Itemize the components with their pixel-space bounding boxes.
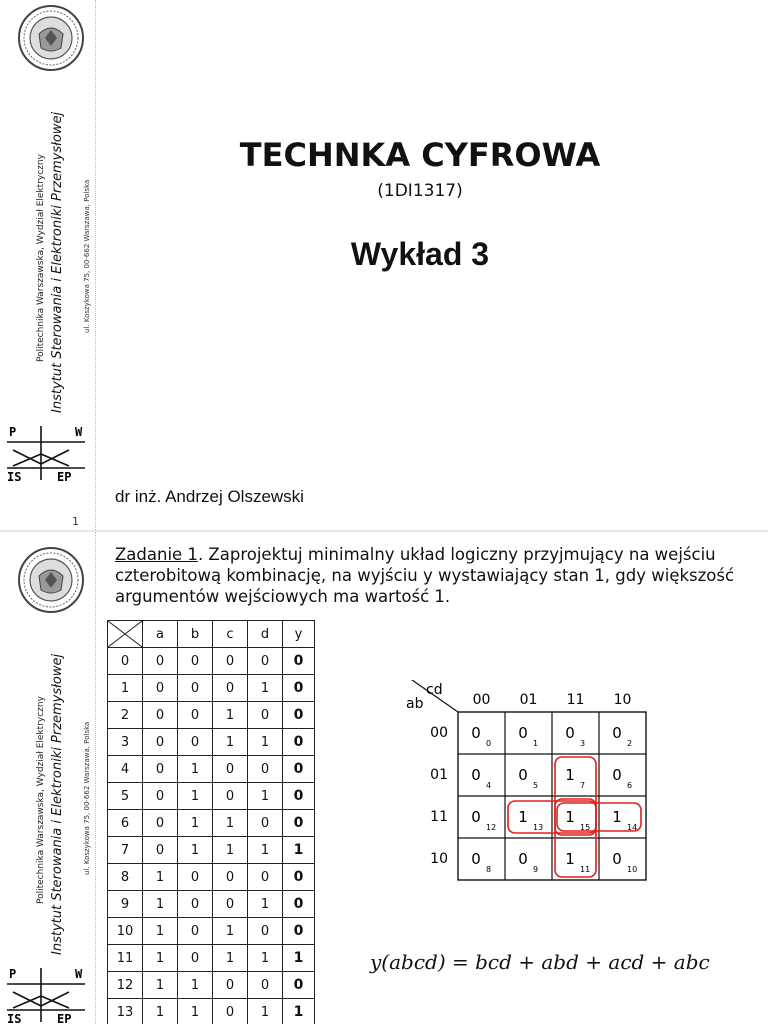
output-y-cell: 0	[283, 783, 315, 810]
input-cell: 0	[248, 702, 283, 729]
logo-letters-ep: EP	[57, 1012, 72, 1024]
kmap-col-variable: cd	[426, 682, 443, 698]
kmap-cell-value: 0	[612, 724, 622, 742]
truth-table-row	[108, 864, 315, 891]
output-y-cell: 0	[283, 891, 315, 918]
task-text: . Zaprojektuj minimalny układ logiczny przyjmujący na wejściu czterobitową kombinację, na wyjściu y wystawiający stan 1, gdy większość argumentów wejściowych ma wartość 1.	[115, 545, 735, 606]
kmap-cell-index: 10	[627, 865, 638, 874]
header-b: b	[178, 621, 213, 648]
university-seal-icon	[17, 546, 85, 614]
input-cell: 0	[248, 648, 283, 675]
truth-table-row	[108, 810, 315, 837]
input-cell: 1	[143, 891, 178, 918]
kmap-cell-value: 0	[565, 724, 575, 742]
sidebar-institute-block	[50, 112, 65, 413]
kmap-cell-value: 1	[612, 808, 622, 826]
minimized-formula: y(abcd) = bcd + abd + acd + abc	[370, 950, 710, 974]
input-cell: 1	[213, 918, 248, 945]
input-cell: 0	[213, 891, 248, 918]
output-y-cell: 0	[283, 648, 315, 675]
output-y-cell: 0	[283, 702, 315, 729]
logo-letter-p: P	[9, 425, 17, 439]
kmap-cell-value: 0	[612, 850, 622, 868]
header-c: c	[213, 621, 248, 648]
input-cell: 1	[143, 945, 178, 972]
karnaugh-map	[400, 680, 690, 900]
row-index-cell: 1	[108, 675, 143, 702]
input-cell: 0	[213, 675, 248, 702]
logo-letters-ep: EP	[57, 470, 72, 482]
input-cell: 0	[213, 864, 248, 891]
output-y-cell: 0	[283, 756, 315, 783]
input-cell: 1	[178, 810, 213, 837]
kmap-cell-value: 0	[518, 766, 528, 784]
row-index-cell: 11	[108, 945, 143, 972]
slide-2	[0, 532, 768, 1024]
input-cell: 0	[213, 783, 248, 810]
kmap-col-label: 11	[566, 692, 585, 708]
input-cell: 0	[178, 891, 213, 918]
kmap-cell-value: 1	[518, 808, 528, 826]
kmap-row-label: 10	[430, 851, 448, 867]
input-cell: 1	[213, 945, 248, 972]
input-cell: 0	[178, 702, 213, 729]
row-index-cell: 12	[108, 972, 143, 999]
input-cell: 0	[143, 702, 178, 729]
row-index-cell: 9	[108, 891, 143, 918]
row-index-cell: 8	[108, 864, 143, 891]
task-label: Zadanie 1	[115, 545, 198, 564]
logo-letter-w: W	[75, 967, 83, 981]
input-cell: 0	[248, 756, 283, 783]
header-y: y	[283, 621, 315, 648]
input-cell: 0	[143, 783, 178, 810]
output-y-cell: 1	[283, 999, 315, 1024]
input-cell: 0	[248, 972, 283, 999]
kmap-cell-value: 0	[518, 724, 528, 742]
sidebar-address-block	[83, 180, 91, 333]
institute-address: ul. Koszykowa 75, 00-662 Warszawa, Polska	[83, 179, 91, 333]
input-cell: 1	[178, 837, 213, 864]
kmap-cell-index: 11	[580, 865, 591, 874]
truth-table-row	[108, 702, 315, 729]
input-cell: 1	[248, 891, 283, 918]
input-cell: 1	[248, 999, 283, 1024]
input-cell: 0	[143, 810, 178, 837]
input-cell: 1	[143, 999, 178, 1024]
truth-table-row	[108, 972, 315, 999]
page-number: 1	[72, 515, 79, 528]
header-d: d	[248, 621, 283, 648]
output-y-cell: 1	[283, 945, 315, 972]
input-cell: 0	[178, 945, 213, 972]
truth-table-row	[108, 945, 315, 972]
input-cell: 1	[248, 783, 283, 810]
truth-table-body	[108, 648, 315, 1024]
kmap-col-label: 10	[613, 692, 632, 708]
output-y-cell: 0	[283, 972, 315, 999]
input-cell: 0	[248, 810, 283, 837]
kmap-cell-index: 9	[533, 865, 539, 874]
row-index-cell: 13	[108, 999, 143, 1024]
input-cell: 1	[248, 837, 283, 864]
row-index-cell: 7	[108, 837, 143, 864]
input-cell: 1	[213, 729, 248, 756]
kmap-row-variable: ab	[406, 696, 424, 712]
truth-table-header-row	[108, 621, 315, 648]
kmap-cell-index: 0	[486, 739, 492, 748]
output-y-cell: 0	[283, 675, 315, 702]
sidebar-institute-block	[50, 654, 65, 955]
kmap-cell-index: 8	[486, 865, 492, 874]
logo-letters-is: IS	[7, 1012, 22, 1024]
pw-isep-logo-icon	[5, 966, 87, 1024]
kmap-cell-index: 1	[533, 739, 539, 748]
kmap-cell-index: 4	[486, 781, 492, 790]
truth-table-row	[108, 891, 315, 918]
input-cell: 0	[143, 648, 178, 675]
input-cell: 1	[143, 918, 178, 945]
institute-name: Instytut Sterowania i Elektroniki Przemysłowej	[50, 111, 65, 413]
kmap-cell-value: 0	[612, 766, 622, 784]
kmap-cell-value: 0	[471, 808, 481, 826]
truth-table-corner	[108, 621, 143, 648]
truth-table-row	[108, 837, 315, 864]
row-index-cell: 3	[108, 729, 143, 756]
task-description	[115, 544, 755, 607]
input-cell: 1	[178, 972, 213, 999]
institute-name: Instytut Sterowania i Elektroniki Przemysłowej	[50, 653, 65, 955]
input-cell: 0	[213, 648, 248, 675]
institute-address: ul. Koszykowa 75, 00-662 Warszawa, Polska	[83, 721, 91, 875]
input-cell: 0	[248, 864, 283, 891]
output-y-cell: 0	[283, 729, 315, 756]
input-cell: 0	[248, 918, 283, 945]
input-cell: 0	[178, 675, 213, 702]
input-cell: 0	[143, 756, 178, 783]
kmap-cell-index: 14	[627, 823, 638, 832]
kmap-cell-index: 5	[533, 781, 539, 790]
sidebar-address-block	[83, 722, 91, 875]
input-cell: 1	[178, 999, 213, 1024]
input-cell: 1	[178, 756, 213, 783]
input-cell: 0	[178, 864, 213, 891]
kmap-cell-index: 13	[533, 823, 544, 832]
kmap-cell-index: 3	[580, 739, 586, 748]
course-code: (1DI1317)	[377, 181, 463, 201]
sidebar-institute-text	[36, 154, 46, 362]
university-name: Politechnika Warszawska, Wydział Elektryczny	[36, 696, 46, 904]
row-index-cell: 2	[108, 702, 143, 729]
input-cell: 1	[178, 783, 213, 810]
kmap-row-label: 00	[430, 725, 448, 741]
truth-table-row	[108, 783, 315, 810]
kmap-cell-value: 1	[565, 808, 575, 826]
sidebar-university-block	[36, 696, 46, 904]
truth-table-row	[108, 729, 315, 756]
sidebar-divider	[95, 0, 97, 530]
input-cell: 1	[248, 945, 283, 972]
kmap-cell-index: 7	[580, 781, 586, 790]
kmap-row-label: 01	[430, 767, 448, 783]
truth-table-row	[108, 999, 315, 1024]
input-cell: 0	[178, 729, 213, 756]
output-y-cell: 0	[283, 810, 315, 837]
kmap-cell-value: 0	[471, 850, 481, 868]
row-index-cell: 6	[108, 810, 143, 837]
corner-cross-icon	[108, 621, 142, 647]
input-cell: 0	[213, 972, 248, 999]
kmap-cell-value: 0	[518, 850, 528, 868]
lecture-title: Wykład 3	[350, 236, 490, 272]
truth-table-row	[108, 675, 315, 702]
kmap-cell-value: 1	[565, 850, 575, 868]
input-cell: 1	[248, 675, 283, 702]
row-index-cell: 0	[108, 648, 143, 675]
input-cell: 1	[143, 864, 178, 891]
input-cell: 0	[178, 648, 213, 675]
output-y-cell: 0	[283, 864, 315, 891]
input-cell: 1	[213, 702, 248, 729]
author-name: dr inż. Andrzej Olszewski	[115, 487, 304, 506]
kmap-cell-value: 0	[471, 766, 481, 784]
input-cell: 0	[143, 675, 178, 702]
kmap-cell-index: 6	[627, 781, 633, 790]
kmap-cell-index: 2	[627, 739, 633, 748]
input-cell: 0	[143, 837, 178, 864]
sidebar-divider	[95, 532, 97, 1024]
input-cell: 0	[213, 999, 248, 1024]
input-cell: 0	[213, 756, 248, 783]
input-cell: 0	[178, 918, 213, 945]
header-a: a	[143, 621, 178, 648]
logo-letters-is: IS	[7, 470, 22, 482]
input-cell: 0	[143, 729, 178, 756]
truth-table-row	[108, 648, 315, 675]
row-index-cell: 5	[108, 783, 143, 810]
kmap-cell-value: 1	[565, 766, 575, 784]
logo-letter-w: W	[75, 425, 83, 439]
input-cell: 1	[248, 729, 283, 756]
input-cell: 1	[143, 972, 178, 999]
kmap-cell-index: 12	[486, 823, 497, 832]
kmap-col-label: 00	[472, 692, 491, 708]
pw-isep-logo-icon	[5, 424, 87, 482]
presentation-title: TECHNKA CYFROWA	[239, 136, 601, 174]
kmap-cell-index: 15	[580, 823, 591, 832]
row-index-cell: 10	[108, 918, 143, 945]
input-cell: 1	[213, 837, 248, 864]
truth-table-row	[108, 756, 315, 783]
truth-table-row	[108, 918, 315, 945]
kmap-row-label: 11	[430, 809, 448, 825]
logo-letter-p: P	[9, 967, 17, 981]
input-cell: 1	[213, 810, 248, 837]
truth-table	[107, 620, 315, 1024]
university-name: Politechnika Warszawska, Wydział Elektryczny	[36, 154, 46, 362]
output-y-cell: 0	[283, 918, 315, 945]
output-y-cell: 1	[283, 837, 315, 864]
row-index-cell: 4	[108, 756, 143, 783]
university-seal-icon	[17, 4, 85, 72]
kmap-cell-value: 0	[471, 724, 481, 742]
kmap-col-label: 01	[519, 692, 538, 708]
